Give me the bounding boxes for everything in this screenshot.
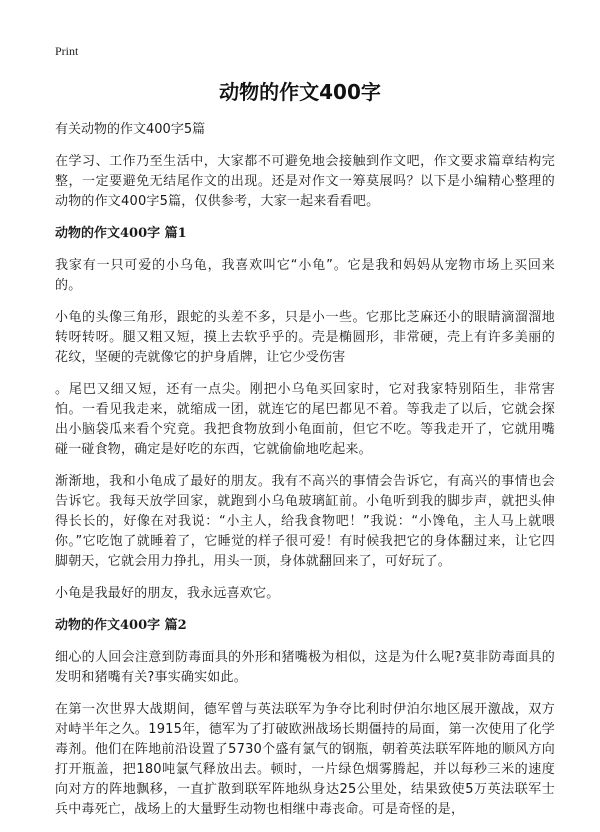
page-title: 动物的作文400字 <box>219 80 381 104</box>
article-body <box>55 120 555 832</box>
paragraph: 小龟的头像三角形，跟蛇的头差不多，只是小一些。它那比芝麻还小的眼睛滴溜溜地转呀转呀。腿又粗又短，摸上去软乎乎的。壳是椭圆形，非常硬，壳上有许多美丽的花纹，坚硬的壳就像它的护身盾牌，让它少受伤害 <box>55 310 555 365</box>
print-link[interactable]: Print <box>55 44 79 58</box>
section-heading: 动物的作文400字 篇2 <box>55 618 187 633</box>
paragraph: 渐渐地，我和小龟成了最好的朋友。我有不高兴的事情会告诉它，有高兴的事情也会告诉它。我每天放学回家，就跑到小乌龟玻璃缸前。小龟听到我的脚步声，就把头伸得长长的，好像在对我说：“小主人，给我食物吧！”我说：“小馋龟，主人马上就喂你。”它吃饱了就睡着了，它睡觉的样子很可爱！有时候我把它的身体翻过来，让它四脚朝天，它就会用力挣扎，用头一顶，身体就翻回来了，可好玩了。 <box>55 474 555 569</box>
section-heading: 动物的作文400字 篇1 <box>55 226 187 241</box>
paragraph: 在第一次世界大战期间，德军曾与英法联军为争夺比利时伊泊尔地区展开激战，双方对峙半年之久。1915年，德军为了打破欧洲战场长期僵持的局面，第一次使用了化学毒剂。他们在阵地前沿设置了5730个盛有氯气的钢瓶，朝着英法联军阵地的顺风方向打开瓶盖，把180吨氯气释放出去。顿时，一片绿色烟雾腾起，并以每秒三米的速度向对方的阵地飘移，一直扩散到联军阵地纵身达25公里处，结果致使5万英法联军士兵中毒死亡，战场上的大量野生动物也相继中毒丧命。可是奇怪的是， <box>55 702 555 817</box>
article-subtitle: 有关动物的作文400字5篇 <box>55 122 206 137</box>
paragraph: 细心的人回会注意到防毒面具的外形和猪嘴极为相似，这是为什么呢?莫非防毒面具的发明和猪嘴有关?事实确实如此。 <box>55 650 555 685</box>
paragraph: 我家有一只可爱的小乌龟，我喜欢叫它“小龟”。它是我和妈妈从宠物市场上买回来的。 <box>55 258 555 293</box>
paragraph: 小龟是我最好的朋友，我永远喜欢它。 <box>55 586 280 601</box>
paragraph: 。尾巴又细又短，还有一点尖。刚把小乌龟买回家时，它对我家特别陌生，非常害怕。一看见我走来，就缩成一团，就连它的尾巴都见不着。等我走了以后，它就会探出小脑袋瓜来看个究竟。我把食物放到小龟面前，但它不吃。等我走开了，它就用嘴碰一碰食物，确定是好吃的东西，它就偷偷地吃起来。 <box>55 382 555 457</box>
intro-paragraph: 在学习、工作乃至生活中，大家都不可避免地会接触到作文吧，作文要求篇章结构完整，一定要避免无结尾作文的出现。还是对作文一筹莫展吗？以下是小编精心整理的动物的作文400字5篇，仅供参考，大家一起来看看吧。 <box>55 154 555 209</box>
